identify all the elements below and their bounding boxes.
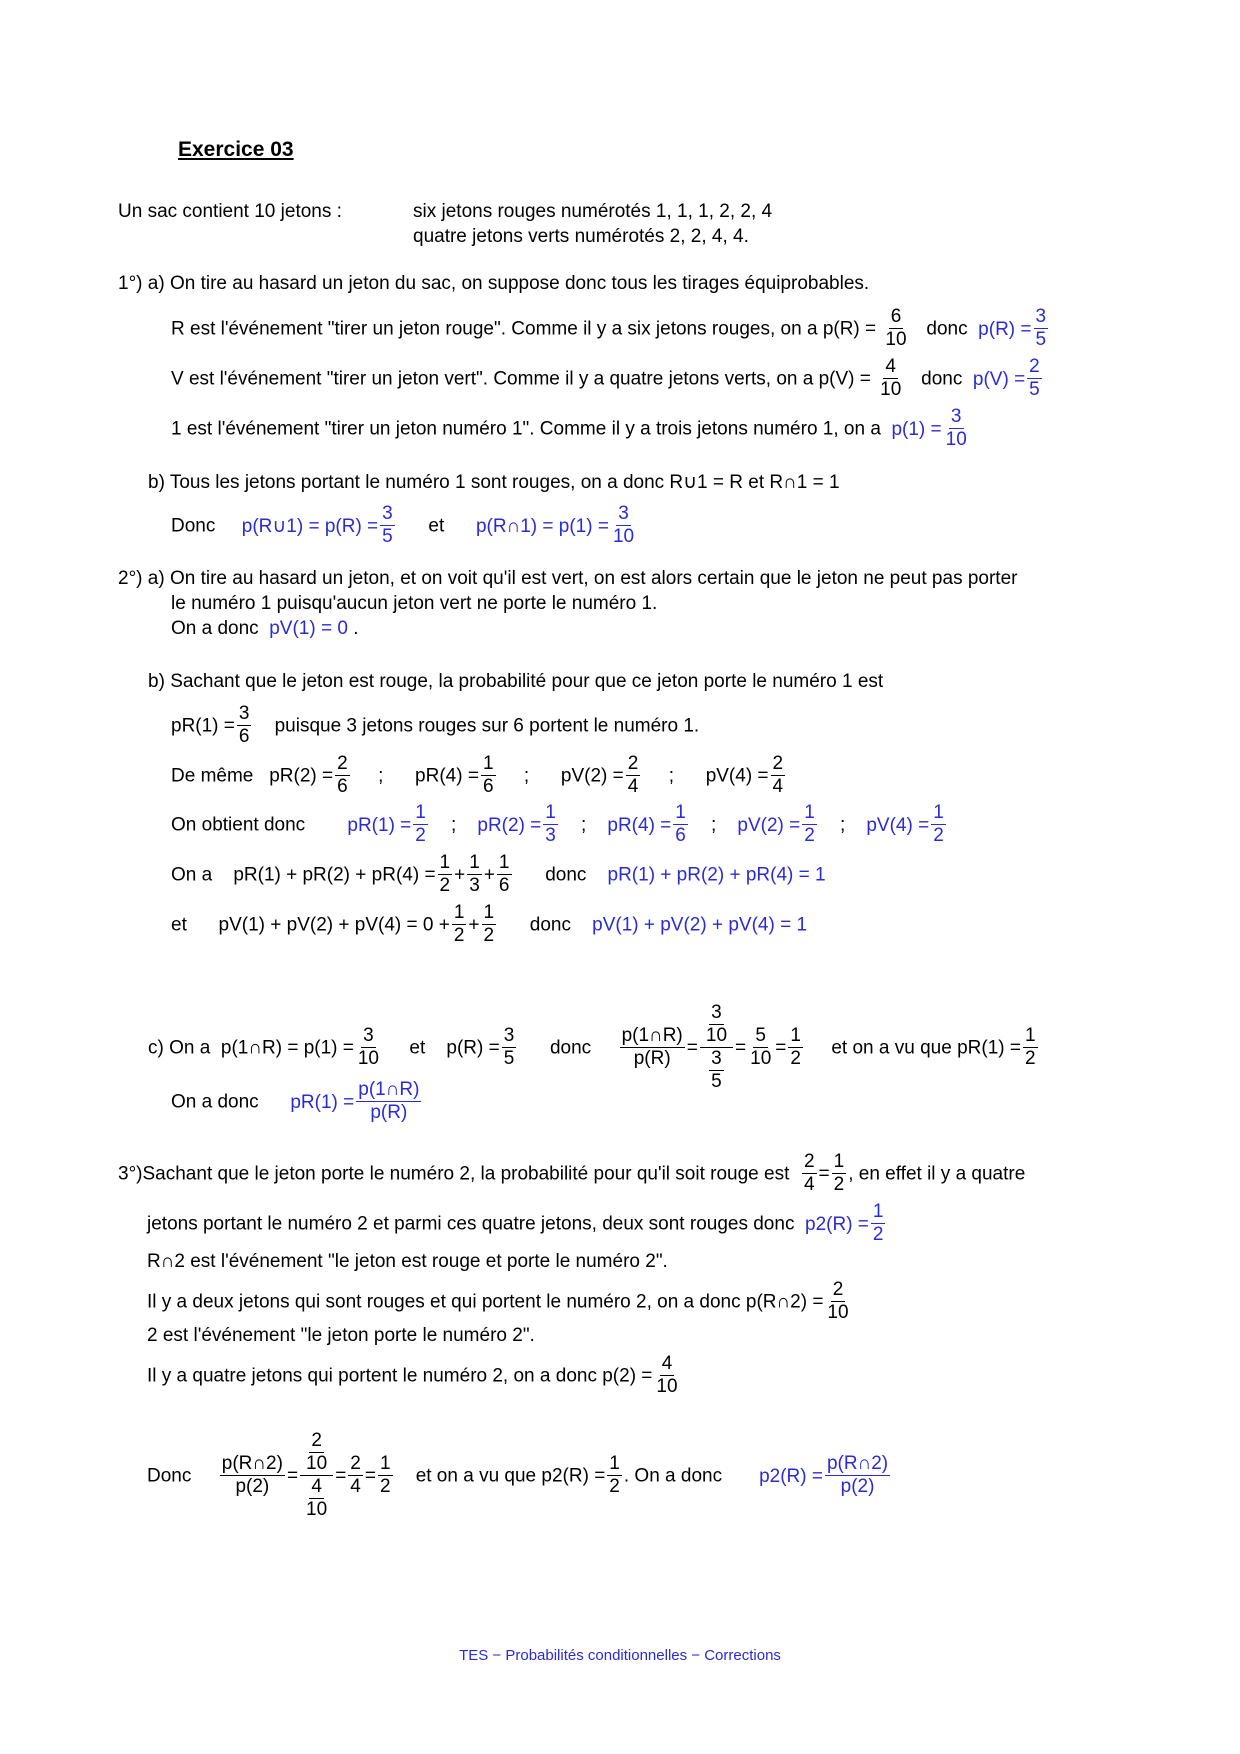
q2b-dm-frac: $\frac{2}{4}$ <box>772 753 784 797</box>
q2b-obtient-line <box>171 803 948 848</box>
q1a-r-donc: donc <box>926 318 968 340</box>
q3-line1-end: , en effet il y a quatre <box>848 1163 1026 1185</box>
q2b-ob-item: pR(2) = $\frac{1}{3}$ <box>477 802 556 846</box>
page-footer: TES − Probabilités conditionnelles − Corrections <box>459 1647 781 1664</box>
q2c-pr1: pR(1) = <box>957 1037 1021 1059</box>
q2b-sumV-result: pV(1) + pV(2) + pV(4) = 1 <box>592 914 808 936</box>
q2b-ob-item: pV(2) = $\frac{1}{2}$ <box>737 802 815 846</box>
q3-line1-text: Sachant que le jeton porte le numéro 2, la probabilité pour qu'il soit rouge est <box>142 1163 790 1185</box>
q2b-sumR-expr: pR(1) + pR(2) + pR(4) = <box>233 864 436 886</box>
q2b-dm-item: pV(2) = <box>560 765 624 787</box>
q2c-ona: On a donc <box>171 1091 259 1113</box>
q2b-dememe: De même <box>171 765 254 787</box>
q1b-result-2: p(R∩1) = p(1) = $\frac{3}{10}$ <box>475 503 635 547</box>
q2b-obtient: On obtient donc <box>171 814 306 836</box>
q2a-line1-text: On tire au hasard un jeton, et on voit qu'il est vert, on est alors certain que le jeton ne peut pas porter <box>169 568 1018 589</box>
q2a-line-3 <box>171 617 358 641</box>
q1b-donc: Donc <box>171 515 216 537</box>
sep: ; <box>668 765 674 787</box>
q1a-label: 1°) a) <box>118 273 165 294</box>
q1b-text: Tous les jetons portant le numéro 1 sont rouges, on a donc R∪1 = R et R∩1 = 1 <box>169 472 840 493</box>
q3-line-3: R∩2 est l'événement "le jeton est rouge et porte le numéro 2". <box>147 1251 668 1272</box>
q2b-dm-frac: $\frac{2}{6}$ <box>337 753 348 797</box>
q3-ona: . On a donc <box>623 1465 723 1487</box>
q3-nested-frac: $\frac{\frac{2}{10}}{\frac{4}{10}}$ <box>300 1430 333 1521</box>
q2b-sumV-line: et pV(1) + pV(2) + pV(4) = 0 + $\frac{1}{2}$ + $\frac{1}{2}$ donc pV(1) + pV(2) + pV(4) = 1 <box>171 902 808 946</box>
q2a-line-1 <box>118 567 1017 591</box>
q2c-label: c) <box>148 1037 164 1059</box>
q1a-v-line <box>171 357 1044 402</box>
q3-result-1: p2(R) = $\frac{1}{2}$ <box>805 1201 884 1245</box>
q1a-v-text: V est l'événement "tirer un jeton vert". Comme il y a quatre jetons verts, on a p(V) = <box>171 368 871 390</box>
q2b-line-1 <box>148 670 883 694</box>
sep: ; <box>710 814 717 836</box>
q2c-donc: donc <box>549 1037 592 1059</box>
intro-lead: Un sac contient 10 jetons : <box>118 201 342 222</box>
q2c-nested-frac: $\frac{\frac{3}{10}}{\frac{3}{5}}$ <box>700 1002 733 1093</box>
q1a-r-result: p(R) = $\frac{3}{5}$ <box>978 306 1047 350</box>
q1a-one-result: p(1) = $\frac{3}{10}$ <box>891 406 967 450</box>
q2b-dm-frac: $\frac{1}{6}$ <box>482 753 494 797</box>
q2a-label: 2°) a) <box>118 568 165 589</box>
q2b-pr1-text: puisque 3 jetons rouges sur 6 portent le numéro 1. <box>274 715 700 737</box>
q2b-pr1-frac: $\frac{3}{6}$ <box>238 703 250 747</box>
q2b-ob-item: pR(4) = $\frac{1}{6}$ <box>607 802 686 846</box>
q1a-v-result: p(V) = $\frac{2}{5}$ <box>972 356 1040 400</box>
q1a-intro <box>118 272 869 296</box>
q1a-r-line <box>171 307 1050 352</box>
sep: ; <box>523 765 530 787</box>
q2b-pr1: pR(1) = <box>171 715 235 737</box>
q2b-sumR-line: On a pR(1) + pR(2) + pR(4) = $\frac{1}{2}$ + $\frac{1}{3}$ + $\frac{1}{6}$ donc pR(1) + pR(2) + pR(4) = 1 <box>171 852 826 896</box>
q3-line4-text: Il y a deux jetons qui sont rouges et qui portent le numéro 2, on a donc p(R∩2) = <box>147 1291 824 1313</box>
q2c-et-vu: et on a vu que <box>831 1037 952 1059</box>
q2b-dm-frac: $\frac{2}{4}$ <box>627 753 639 797</box>
q1a-r-frac: $\frac{6}{10}$ <box>885 306 907 350</box>
q3-line2-text: jetons portant le numéro 2 et parmi ces quatre jetons, deux sont rouges donc <box>147 1213 795 1235</box>
q3-line-1: 3°)Sachant que le jeton porte le numéro 2, la probabilité pour qu'il soit rouge est $\frac{2}{4}$ = $\frac{1}{2}$ , en effet il y a quatre <box>118 1151 1026 1195</box>
q1b-line <box>148 471 840 495</box>
q1b-et: et <box>428 515 445 537</box>
q2c-pr: p(R) = <box>446 1037 500 1059</box>
q2a-result-end: . <box>353 618 359 639</box>
sep: ; <box>580 814 587 836</box>
page-title: Exercice 03 <box>178 138 294 161</box>
q2b-line1-text: Sachant que le jeton est rouge, la probabilité pour que ce jeton porte le numéro 1 est <box>170 671 884 692</box>
q1a-one-line <box>171 407 971 452</box>
q3-line-2 <box>147 1202 887 1247</box>
q2b-label: b) <box>148 671 165 692</box>
q1b-result-line <box>171 504 638 549</box>
q3-line-6: Il y a quatre jetons qui portent le numéro 2, on a donc p(2) = $\frac{4}{10}$ <box>147 1353 678 1397</box>
q1a-v-donc: donc <box>921 368 963 390</box>
q2a-lead: On a donc <box>171 618 259 639</box>
q3-p2r: p2(R) = <box>541 1465 606 1487</box>
q2b-ob-item: pV(4) = $\frac{1}{2}$ <box>866 802 944 846</box>
q2c-lead: On a <box>169 1037 211 1059</box>
q2b-sumR-result: pR(1) + pR(2) + pR(4) = 1 <box>607 864 826 886</box>
sep: ; <box>839 814 846 836</box>
q2b-donc: donc <box>545 864 587 886</box>
q3-result-2: p2(R) = $\frac{p(R\cap 2)}{p(2)}$ <box>759 1453 889 1497</box>
q2b-donc: donc <box>529 914 571 936</box>
q2a-result: pV(1) = 0 <box>269 618 348 639</box>
q3-line6-text: Il y a quatre jetons qui portent le numéro 2, on a donc p(2) = <box>147 1365 653 1387</box>
q3-donc-line: Donc $\frac{p(R\cap 2)}{p(2)}$ = $\frac{\frac{2}{10}}{\frac{4}{10}}$ = $\frac{2}{4}$ = $\frac{1}{2}$ et on a vu que p2(R) = $\frac{1}{2}$ . On a donc p2(R) = $\frac{p(R\cap 2)}{p(2)}$ <box>147 1431 892 1522</box>
q2c-result-line <box>171 1080 423 1125</box>
q2c-result: pR(1) = $\frac{p(1\cap R)}{p(R)}$ <box>290 1079 420 1123</box>
q2b-sumR-lead: On a <box>171 864 213 886</box>
q2c-line: c) On a p(1∩R) = p(1) = $\frac{3}{10}$ et p(R) = $\frac{3}{5}$ donc $\frac{p(1\cap R)}{p(R)}$ = $\frac{\frac{3}{10}}{\frac{3}{5}}$ = $\frac{5}{10}$ = $\frac{1}{2}$ et on a vu que pR(1) = $\frac{1}{2}$ <box>148 1002 1036 1092</box>
q2c-big-frac: $\frac{p(1\cap R)}{p(R)}$ <box>621 1025 683 1069</box>
q2b-dm-item: pV(4) = <box>705 765 769 787</box>
q3-donc: Donc <box>147 1465 192 1487</box>
intro-line-1: six jetons rouges numérotés 1, 1, 1, 2, 2, 4 <box>413 201 773 222</box>
q3-big-frac: $\frac{p(R\cap 2)}{p(2)}$ <box>221 1453 283 1497</box>
q3-et-vu: et on a vu que <box>415 1465 537 1487</box>
q2a-line-2: le numéro 1 puisqu'aucun jeton vert ne porte le numéro 1. <box>171 593 658 614</box>
intro-line-2: quatre jetons verts numérotés 2, 2, 4, 4. <box>413 226 749 247</box>
q1b-label: b) <box>148 472 165 493</box>
q2c-et: et <box>409 1037 426 1059</box>
q2b-dememe-line <box>171 754 787 799</box>
q2b-sumV-lead: et <box>171 914 187 936</box>
sep: ; <box>378 765 384 787</box>
q2b-pr1-line <box>171 704 699 749</box>
sep: ; <box>450 814 457 836</box>
q1a-r-text: R est l'événement "tirer un jeton rouge". Comme il y a six jetons rouges, on a p(R) = <box>171 318 877 340</box>
q3-line-4: Il y a deux jetons qui sont rouges et qui portent le numéro 2, on a donc p(R∩2) = $\frac{2}{10}$ <box>147 1279 849 1323</box>
q2b-ob-item: pR(1) = $\frac{1}{2}$ <box>347 802 426 846</box>
q1a-intro-text: On tire au hasard un jeton du sac, on suppose donc tous les tirages équiprobables. <box>169 273 870 294</box>
q1a-v-frac: $\frac{4}{10}$ <box>880 356 902 400</box>
q2c-p1: p(1∩R) = p(1) = <box>220 1037 354 1059</box>
q2b-sumV-expr: pV(1) + pV(2) + pV(4) = 0 + <box>218 914 450 936</box>
q2b-dm-item: pR(2) = <box>269 765 334 787</box>
q1a-one-text: 1 est l'événement "tirer un jeton numéro 1". Comme il y a trois jetons numéro 1, on a <box>171 418 881 440</box>
q1b-result-1: p(R∪1) = p(R) = $\frac{3}{5}$ <box>241 503 393 547</box>
q3-label: 3°) <box>118 1163 143 1185</box>
q2b-dm-item: pR(4) = <box>415 765 479 787</box>
q3-line-5: 2 est l'événement "le jeton porte le numéro 2". <box>147 1325 535 1346</box>
